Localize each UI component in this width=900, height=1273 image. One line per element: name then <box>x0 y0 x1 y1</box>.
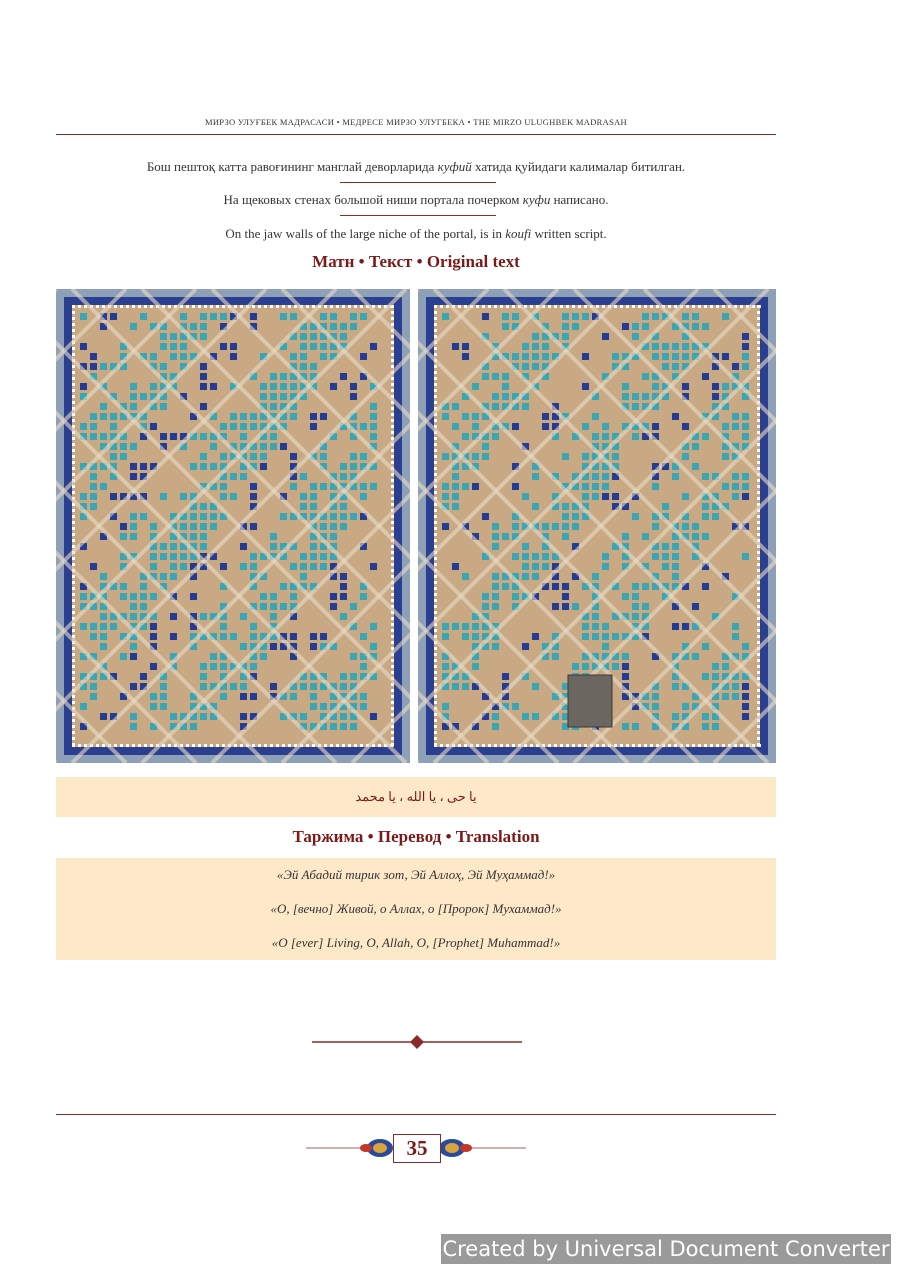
divider-rule-1 <box>340 182 496 183</box>
watermark-banner: Created by Universal Document Converter <box>441 1234 891 1264</box>
original-text-heading: Матн • Текст • Original text <box>312 252 520 271</box>
page-number: 35 <box>393 1134 441 1163</box>
intro-russian-text: На щековых стенах большой ниши портала почерком <box>223 192 523 207</box>
translation-uzbek: «Эй Абадий тирик зот, Эй Аллоҳ, Эй Муҳаммад!» <box>276 867 556 882</box>
divider-rule-2 <box>340 215 496 216</box>
intro-uzbek-emphasis: куфий <box>437 159 472 174</box>
translation-english: «O [ever] Living, O, Allah, O, [Prophet] Muhammad!» <box>271 935 561 950</box>
running-head: МИРЗО УЛУҒБЕК МАДРАСАСИ • МЕДРЕСЕ МИРЗО УЛУГБЕКА • THE MIRZO ULUGHBEK MADRASAH <box>205 117 627 127</box>
header-rule <box>56 134 776 135</box>
arabic-inscription: یا حی ، یا الله ، یا محمد <box>355 789 477 804</box>
intro-uzbek-text-end: хатида қуйидаги калималар битилган. <box>471 159 686 174</box>
intro-russian-text-end: написано. <box>550 192 609 207</box>
translation-band <box>56 858 776 960</box>
intro-english-text-end: written script. <box>531 226 607 241</box>
intro-uzbek <box>56 159 776 175</box>
intro-russian-emphasis: куфи <box>522 192 551 207</box>
intro-english-emphasis: koufi <box>505 226 532 241</box>
intro-uzbek-text: Бош пештоқ катта равоғининг манглай деворларида <box>146 159 438 174</box>
intro-english <box>56 226 776 242</box>
footer-rule <box>56 1114 776 1115</box>
original-text-band <box>56 777 776 817</box>
intro-english-text: On the jaw walls of the large niche of the portal, is in <box>225 226 506 241</box>
translation-heading: Таржима • Перевод • Translation <box>292 827 540 846</box>
kufic-tile-panel-right <box>418 289 776 763</box>
kufic-tile-panel-left <box>56 289 410 763</box>
diamond-divider-ornament <box>312 1035 522 1049</box>
intro-russian <box>56 192 776 208</box>
translation-russian: «О, [вечно] Живой, о Аллах, о [Пророк] Мухаммад!» <box>270 901 562 916</box>
